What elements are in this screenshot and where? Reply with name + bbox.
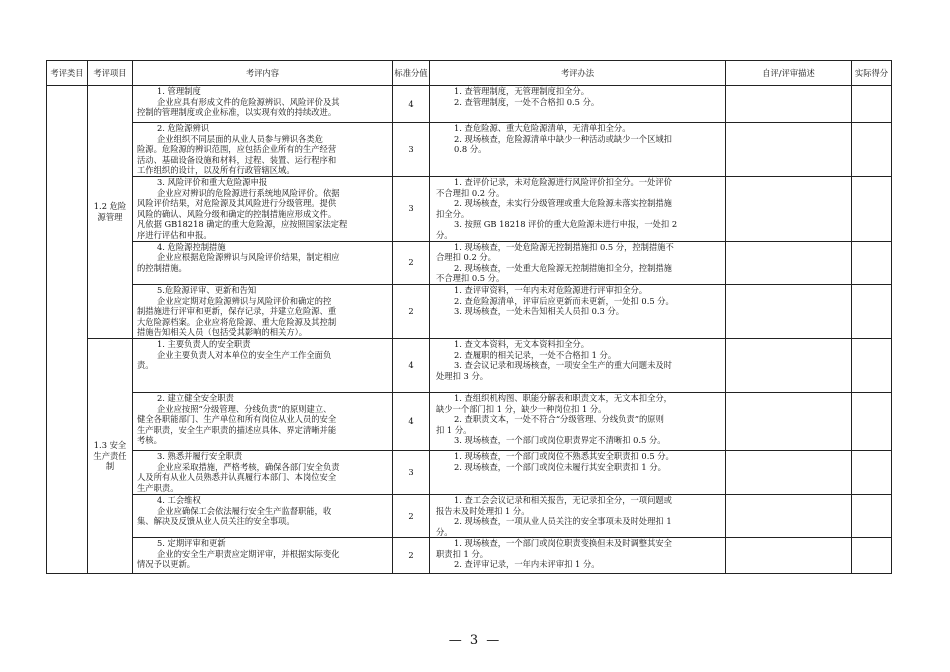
table-row — [47, 338, 892, 392]
actual-score-cell[interactable] — [852, 450, 892, 494]
table-row — [47, 284, 892, 338]
content-title: 4. 危险源控制措施 — [157, 241, 226, 252]
score-cell: 3 — [393, 123, 430, 177]
method-line: 2. 查评审记录，一年内未评审扣 1 分。 — [454, 559, 600, 570]
table-row — [47, 538, 892, 574]
content-line: 情况予以更新。 — [137, 559, 196, 570]
method-line: 缺少一个部门扣 1 分，缺少一种岗位扣 1 分。 — [436, 403, 607, 414]
method-line: 扣全分。 — [436, 208, 470, 219]
content-line: 工作组织的设计，以及所有行政管辖区域。 — [137, 165, 295, 176]
method-line: 1. 查评价记录，未对危险源进行风险评价扣全分。一处评价 — [454, 176, 672, 187]
actual-score-cell[interactable] — [852, 176, 892, 241]
method-line: 2. 现场核查，一项从业人员关注的安全事项未及时处理扣 1 — [454, 516, 672, 527]
content-line: 风险评价结果，对危险源及其风险进行分级管理。提供 — [137, 198, 337, 209]
content-line: 企业组织不同层面的从业人员参与辨识各类危 — [157, 133, 323, 144]
self-review-cell[interactable] — [726, 123, 852, 177]
self-review-cell[interactable] — [726, 338, 852, 392]
content-cell — [133, 86, 393, 123]
project-cell: 1.3 安全生产责任制 — [88, 338, 133, 573]
content-title: 1. 管理制度 — [157, 86, 201, 96]
table-row — [47, 86, 892, 123]
content-line: 责。 — [137, 360, 154, 371]
content-title: 5.危险源评审、更新和告知 — [157, 284, 257, 295]
content-line: 凡依据 GB18218 确定的重大危险源，应按照国家法定程 — [137, 219, 348, 230]
method-line: 2. 查履职的相关记录，一处不合格扣 1 分。 — [454, 349, 617, 360]
actual-score-cell[interactable] — [852, 494, 892, 537]
method-cell — [430, 241, 726, 284]
content-title: 5. 定期评审和更新 — [157, 538, 226, 549]
self-review-cell[interactable] — [726, 176, 852, 241]
method-line: 2. 查职责文本，一处不符合“分级管理、分线负责”的原则 — [454, 414, 664, 425]
content-title: 4. 工会维权 — [157, 494, 201, 505]
table-row — [47, 123, 892, 177]
method-line: 1. 查危险源、重大危险源清单，无清单扣全分。 — [454, 123, 631, 133]
method-line: 职责扣 1 分。 — [436, 548, 489, 559]
content-line: 企业应对辨识的危险源进行系统地风险评价。依据 — [157, 187, 340, 198]
score-cell: 3 — [393, 176, 430, 241]
content-line: 企业应采取措施，严格考核，确保各部门安全负责 — [157, 461, 340, 472]
method-line: 2. 查危险源清单，评审后应更新而未更新，一处扣 0.5 分。 — [454, 295, 674, 306]
method-line: 1. 查组织机构图、职能分解表和职责文本，无文本扣全分， — [454, 392, 672, 403]
table-row — [47, 494, 892, 537]
method-line: 2. 现场核查，一处重大危险源无控制措施扣全分，控制措施 — [454, 262, 672, 273]
self-review-cell[interactable] — [726, 86, 852, 123]
method-line: 3. 现场核查，一处未告知相关人员扣 0.3 分。 — [454, 306, 625, 317]
content-line: 序进行评估和申报。 — [137, 229, 212, 240]
self-review-cell[interactable] — [726, 392, 852, 450]
content-line: 健全各职能部门、生产单位和所有岗位从业人员的安全 — [137, 414, 337, 425]
header-category: 考评类目 — [47, 61, 88, 86]
method-line: 分。 — [436, 526, 453, 537]
method-line: 不合理扣 0.2 分。 — [436, 187, 505, 198]
content-cell — [133, 392, 393, 450]
method-line: 合理扣 0.2 分。 — [436, 252, 496, 263]
method-cell — [430, 284, 726, 338]
content-line: 生产职责，安全生产职责的描述应具体、界定清晰并能 — [137, 424, 337, 435]
method-cell — [430, 123, 726, 177]
score-cell: 4 — [393, 392, 430, 450]
content-line: 企业主要负责人对本单位的安全生产工作全面负 — [157, 349, 332, 360]
content-line: 的控制措施。 — [137, 262, 187, 273]
method-line: 0.8 分。 — [454, 144, 487, 155]
content-cell — [133, 241, 393, 284]
content-title: 1. 主要负责人的安全职责 — [157, 338, 251, 349]
method-line: 3. 现场核查，一个部门或岗位职责界定不清晰扣 0.5 分。 — [454, 435, 666, 446]
self-review-cell[interactable] — [726, 241, 852, 284]
header-method: 考评办法 — [430, 61, 726, 86]
score-cell: 2 — [393, 241, 430, 284]
self-review-cell[interactable] — [726, 494, 852, 537]
table-row — [47, 176, 892, 241]
self-review-cell[interactable] — [726, 450, 852, 494]
actual-score-cell[interactable] — [852, 86, 892, 123]
content-line: 制措施进行评审和更新，保存记录，并建立危险源、重 — [137, 306, 337, 317]
content-cell — [133, 123, 393, 177]
score-cell: 2 — [393, 284, 430, 338]
page-number: — 3 — — [448, 633, 502, 648]
actual-score-cell[interactable] — [852, 123, 892, 177]
content-line: 生产职责。 — [137, 482, 179, 493]
actual-score-cell[interactable] — [852, 338, 892, 392]
method-line: 处理扣 3 分。 — [436, 370, 489, 381]
method-cell — [430, 494, 726, 537]
content-line: 企业应具有形成文件的危险源辨识、风险评价及其 — [157, 96, 340, 107]
actual-score-cell[interactable] — [852, 284, 892, 338]
method-line: 1. 查文本资料，无文本资料扣全分。 — [454, 338, 590, 349]
method-line: 1. 查工会会议记录和相关报告，无记录扣全分，一项问题或 — [454, 494, 672, 505]
content-line: 企业的安全生产职责应定期评审，并根据实际变化 — [157, 548, 340, 559]
content-line: 人及所有从业人员熟悉并认真履行本部门、本岗位安全 — [137, 472, 337, 483]
content-line: 考核。 — [137, 435, 162, 446]
table-row — [47, 450, 892, 494]
method-line: 分。 — [436, 229, 453, 240]
content-line: 控制的管理制度或企业标准，以实现有效的持续改进。 — [137, 107, 337, 118]
method-line: 2. 现场核查，未实行分级管理或重大危险源未落实控制措施 — [454, 198, 672, 209]
header-content: 考评内容 — [133, 61, 393, 86]
content-line: 企业应确保工会依法履行安全生产监督职能，收 — [157, 505, 332, 516]
category-cell — [47, 86, 88, 574]
content-title: 3. 风险评价和重大危险源申报 — [157, 176, 268, 187]
content-line: 大危险源档案。企业应将危险源、重大危险源及其控制 — [137, 316, 337, 327]
table-body — [47, 86, 892, 574]
score-cell: 2 — [393, 494, 430, 537]
header-self-review: 自评/评审描述 — [726, 61, 852, 86]
content-title: 3. 熟悉并履行安全职责 — [157, 450, 243, 461]
content-line: 措施告知相关人员（包括受其影响的相关方）。 — [137, 327, 308, 338]
header-row — [47, 61, 892, 86]
header-project: 考评项目 — [88, 61, 133, 86]
method-cell — [430, 338, 726, 392]
content-line: 活动、基础设备设施和材料，过程、装置、运行程序和 — [137, 154, 337, 165]
method-line: 1. 现场核查，一个部门或岗位不熟悉其安全职责扣 0.5 分。 — [454, 450, 674, 461]
project-cell: 1.2 危险源管理 — [88, 86, 133, 339]
content-title: 2. 建立健全安全职责 — [157, 392, 234, 403]
score-cell: 4 — [393, 338, 430, 392]
content-cell — [133, 284, 393, 338]
score-cell: 4 — [393, 86, 430, 123]
content-cell — [133, 538, 393, 574]
method-cell — [430, 392, 726, 450]
method-cell — [430, 176, 726, 241]
method-line: 2. 查管理制度，一处不合格扣 0.5 分。 — [454, 96, 600, 107]
score-cell: 3 — [393, 450, 430, 494]
self-review-cell[interactable] — [726, 284, 852, 338]
method-line: 扣 1 分。 — [436, 424, 472, 435]
content-line: 风险的确认、风险分级和确定的控制措施应形成文件。 — [137, 208, 337, 219]
header-actual-score: 实际得分 — [852, 61, 892, 86]
content-line: 企业应定期对危险源辨识与风险评价和确定的控 — [157, 295, 332, 306]
content-cell — [133, 338, 393, 392]
method-cell — [430, 86, 726, 123]
method-line: 不合理扣 0.5 分。 — [436, 273, 505, 284]
method-line: 1. 现场核查，一处危险源无控制措施扣 0.5 分，控制措施不 — [454, 241, 674, 252]
content-line: 险源。危险源的辨识范围，应包括企业所有的生产经营 — [137, 144, 337, 155]
method-line: 2. 现场核查，一个部门或岗位未履行其安全职责扣 1 分。 — [454, 461, 666, 472]
actual-score-cell[interactable] — [852, 538, 892, 574]
method-cell — [430, 538, 726, 574]
content-cell — [133, 494, 393, 537]
header-score: 标准分值 — [393, 61, 430, 86]
content-line: 企业应根据危险源辨识与风险评价结果，制定相应 — [157, 252, 340, 263]
method-line: 1. 查评审资料，一年内未对危险源进行评审扣全分。 — [454, 284, 648, 295]
method-line: 3. 查会议记录和现场核查，一项安全生产的重大问题未及时 — [454, 360, 672, 371]
method-line: 1. 查管理制度，无管理制度扣全分。 — [454, 86, 590, 96]
self-review-cell[interactable] — [726, 538, 852, 574]
actual-score-cell[interactable] — [852, 392, 892, 450]
method-cell — [430, 450, 726, 494]
content-title: 2. 危险源辨识 — [157, 123, 210, 133]
method-line: 1. 现场核查，一个部门或岗位职责变换但未及时调整其安全 — [454, 538, 672, 549]
content-cell — [133, 176, 393, 241]
evaluation-table — [46, 60, 892, 574]
table-row — [47, 241, 892, 284]
score-cell: 2 — [393, 538, 430, 574]
content-cell — [133, 450, 393, 494]
table-row — [47, 392, 892, 450]
content-line: 集、解决及反馈从业人员关注的安全事项。 — [137, 516, 295, 527]
method-line: 报告未及时处理扣 1 分。 — [436, 505, 530, 516]
actual-score-cell[interactable] — [852, 241, 892, 284]
method-line: 3. 按照 GB 18218 评价的重大危险源未进行申报，一处扣 2 — [454, 219, 678, 230]
method-line: 2. 现场核查，危险源清单中缺少一种活动或缺少一个区域扣 — [454, 133, 672, 144]
content-line: 企业应按照“分级管理、分线负责”的原则建立、 — [157, 403, 332, 414]
